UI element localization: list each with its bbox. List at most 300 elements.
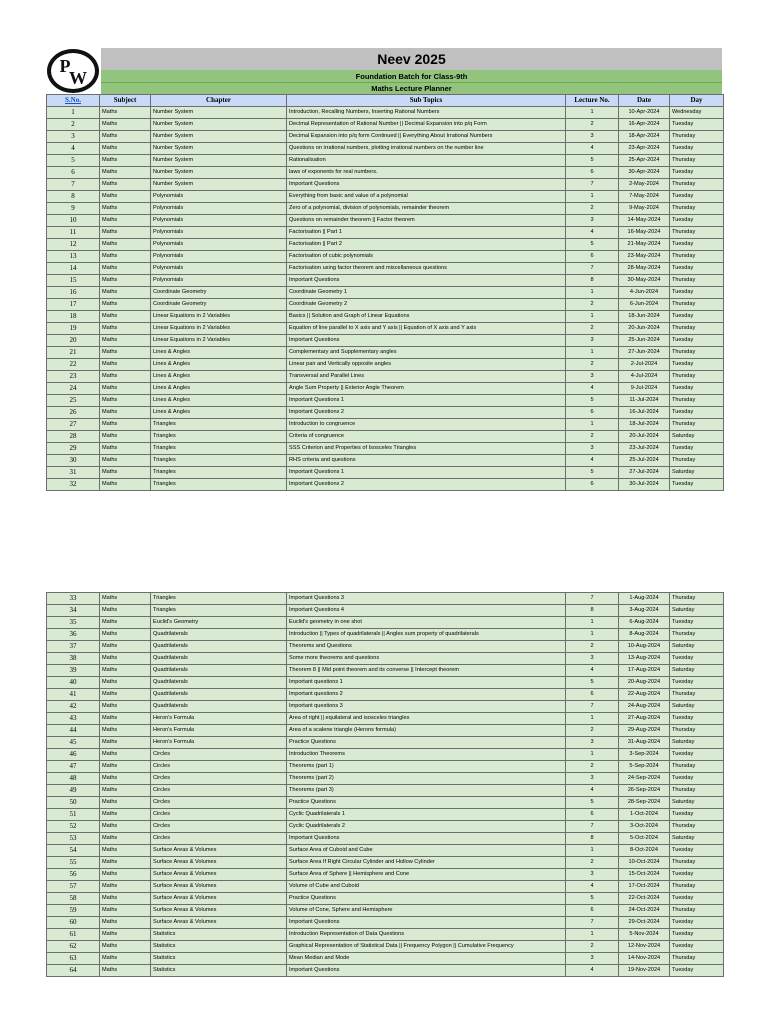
- subject-cell: Maths: [100, 797, 151, 809]
- subtopic-cell: Important Questions: [287, 965, 566, 977]
- subtopic-cell: Theorems and Questions: [287, 641, 566, 653]
- table-row: [47, 677, 724, 689]
- subject-cell: Maths: [100, 593, 151, 605]
- date-cell: 19-Nov-2024: [619, 965, 670, 977]
- chapter-cell: Circles: [151, 821, 287, 833]
- day-cell: Saturday: [670, 467, 724, 479]
- subtopic-cell: Surface Area If Right Circular Cylinder and Hollow Cylinder: [287, 857, 566, 869]
- lecture-no-cell: 6: [566, 905, 619, 917]
- date-cell: 3-Sep-2024: [619, 749, 670, 761]
- table-row: [47, 701, 724, 713]
- table-row: [47, 371, 724, 383]
- table-row: [47, 821, 724, 833]
- date-cell: 14-May-2024: [619, 215, 670, 227]
- sno-cell: 46: [47, 749, 100, 761]
- table-row: [47, 383, 724, 395]
- sno-cell: 24: [47, 383, 100, 395]
- chapter-cell: Circles: [151, 809, 287, 821]
- date-cell: 7-May-2024: [619, 191, 670, 203]
- date-cell: 4-Jun-2024: [619, 287, 670, 299]
- sno-cell: 23: [47, 371, 100, 383]
- sno-cell: 7: [47, 179, 100, 191]
- subject-cell: Maths: [100, 395, 151, 407]
- svg-text:W: W: [69, 68, 87, 88]
- lecture-no-cell: 4: [566, 143, 619, 155]
- lecture-no-cell: 1: [566, 419, 619, 431]
- lecture-no-cell: 2: [566, 857, 619, 869]
- table-row: [47, 263, 724, 275]
- sno-cell: 1: [47, 107, 100, 119]
- table-row: [47, 407, 724, 419]
- date-cell: 23-Jul-2024: [619, 443, 670, 455]
- chapter-cell: Lines & Angles: [151, 371, 287, 383]
- chapter-cell: Number System: [151, 107, 287, 119]
- table-row: [47, 629, 724, 641]
- subtopic-cell: Theorems (part 2): [287, 773, 566, 785]
- lecture-no-cell: 1: [566, 617, 619, 629]
- day-cell: Thursday: [670, 251, 724, 263]
- date-cell: 29-Oct-2024: [619, 917, 670, 929]
- chapter-cell: Circles: [151, 833, 287, 845]
- table-row: [47, 359, 724, 371]
- sno-cell: 35: [47, 617, 100, 629]
- date-cell: 18-Jul-2024: [619, 419, 670, 431]
- chapter-cell: Triangles: [151, 443, 287, 455]
- subject-cell: Maths: [100, 845, 151, 857]
- chapter-cell: Circles: [151, 773, 287, 785]
- chapter-cell: Number System: [151, 143, 287, 155]
- sno-cell: 54: [47, 845, 100, 857]
- day-cell: Saturday: [670, 431, 724, 443]
- chapter-cell: Lines & Angles: [151, 395, 287, 407]
- chapter-cell: Lines & Angles: [151, 383, 287, 395]
- day-cell: Thursday: [670, 785, 724, 797]
- sno-cell: 12: [47, 239, 100, 251]
- sno-cell: 14: [47, 263, 100, 275]
- sno-cell: 48: [47, 773, 100, 785]
- chapter-cell: Statistics: [151, 953, 287, 965]
- table-row: [47, 239, 724, 251]
- day-cell: Thursday: [670, 857, 724, 869]
- table-row: [47, 797, 724, 809]
- date-cell: 30-May-2024: [619, 275, 670, 287]
- subtopic-cell: Euclid's geometry in one shot: [287, 617, 566, 629]
- subject-cell: Maths: [100, 179, 151, 191]
- chapter-cell: Polynomials: [151, 263, 287, 275]
- subtopic-cell: Volume of Cone, Sphere and Hemisphere: [287, 905, 566, 917]
- sno-cell: 4: [47, 143, 100, 155]
- lecture-no-cell: 5: [566, 677, 619, 689]
- sno-cell: 17: [47, 299, 100, 311]
- subtopic-cell: Important Questions 1: [287, 467, 566, 479]
- date-cell: 13-Aug-2024: [619, 653, 670, 665]
- date-cell: 29-Aug-2024: [619, 725, 670, 737]
- page-title: Neev 2025: [101, 48, 722, 70]
- subtopic-cell: Important Questions: [287, 917, 566, 929]
- sno-cell: 22: [47, 359, 100, 371]
- subtopic-cell: Practice Questions: [287, 893, 566, 905]
- date-cell: 17-Aug-2024: [619, 665, 670, 677]
- chapter-cell: Polynomials: [151, 239, 287, 251]
- chapter-cell: Triangles: [151, 419, 287, 431]
- table-row: [47, 749, 724, 761]
- lecture-no-cell: 8: [566, 275, 619, 287]
- subject-cell: Maths: [100, 347, 151, 359]
- chapter-cell: Lines & Angles: [151, 347, 287, 359]
- day-cell: Saturday: [670, 605, 724, 617]
- day-cell: Thursday: [670, 203, 724, 215]
- sno-cell: 18: [47, 311, 100, 323]
- table-row: [47, 143, 724, 155]
- svg-text:P: P: [59, 56, 71, 76]
- subtopic-cell: Theorems (part 1): [287, 761, 566, 773]
- date-cell: 2-Jul-2024: [619, 359, 670, 371]
- date-cell: 23-May-2024: [619, 251, 670, 263]
- table-row: [47, 773, 724, 785]
- subtopic-cell: Practice Questions: [287, 737, 566, 749]
- day-cell: Thursday: [670, 725, 724, 737]
- lecture-no-cell: 4: [566, 881, 619, 893]
- chapter-cell: Linear Equations in 2 Variables: [151, 323, 287, 335]
- day-cell: Tuesday: [670, 809, 724, 821]
- lecture-no-cell: 2: [566, 359, 619, 371]
- chapter-cell: Surface Areas & Volumes: [151, 857, 287, 869]
- sno-cell: 38: [47, 653, 100, 665]
- lecture-no-cell: 7: [566, 179, 619, 191]
- subject-cell: Maths: [100, 311, 151, 323]
- chapter-cell: Heron's Formula: [151, 737, 287, 749]
- subject-cell: Maths: [100, 665, 151, 677]
- subtopic-cell: Introduction Theorems: [287, 749, 566, 761]
- lecture-no-cell: 5: [566, 395, 619, 407]
- date-cell: 5-Sep-2024: [619, 761, 670, 773]
- table-row: [47, 725, 724, 737]
- subtopic-cell: SSS Criterion and Properties of Isosceles Triangles: [287, 443, 566, 455]
- date-cell: 30-Jul-2024: [619, 479, 670, 491]
- lecture-no-cell: 6: [566, 809, 619, 821]
- date-cell: 27-Aug-2024: [619, 713, 670, 725]
- day-cell: Saturday: [670, 797, 724, 809]
- subject-cell: Maths: [100, 251, 151, 263]
- sno-cell: 34: [47, 605, 100, 617]
- day-cell: Thursday: [670, 275, 724, 287]
- date-cell: 16-Jul-2024: [619, 407, 670, 419]
- lecture-no-cell: 1: [566, 929, 619, 941]
- subtopic-cell: Area of right || equilateral and isosceles triangles: [287, 713, 566, 725]
- table-row: [47, 833, 724, 845]
- date-cell: 31-Aug-2024: [619, 737, 670, 749]
- sno-cell: 45: [47, 737, 100, 749]
- chapter-cell: Polynomials: [151, 251, 287, 263]
- table-row: [47, 869, 724, 881]
- subtopic-cell: Complementary and Supplementary angles: [287, 347, 566, 359]
- date-cell: 6-Jun-2024: [619, 299, 670, 311]
- table-row: [47, 593, 724, 605]
- day-cell: Tuesday: [670, 443, 724, 455]
- subject-cell: Maths: [100, 455, 151, 467]
- subject-cell: Maths: [100, 431, 151, 443]
- table-row: [47, 845, 724, 857]
- table-row: [47, 311, 724, 323]
- date-cell: 16-May-2024: [619, 227, 670, 239]
- column-header-day: Day: [670, 95, 724, 107]
- sno-cell: 29: [47, 443, 100, 455]
- lecture-no-cell: 2: [566, 119, 619, 131]
- chapter-cell: Quadrilaterals: [151, 677, 287, 689]
- lecture-no-cell: 3: [566, 737, 619, 749]
- chapter-cell: Coordinate Geometry: [151, 299, 287, 311]
- table-row: [47, 737, 724, 749]
- subject-cell: Maths: [100, 203, 151, 215]
- subtopic-cell: Linear pair and Vertically opposite angles: [287, 359, 566, 371]
- table-row: [47, 287, 724, 299]
- table-row: [47, 857, 724, 869]
- sno-cell: 13: [47, 251, 100, 263]
- table-row: [47, 431, 724, 443]
- date-cell: 23-Apr-2024: [619, 143, 670, 155]
- date-cell: 24-Oct-2024: [619, 905, 670, 917]
- day-cell: Tuesday: [670, 869, 724, 881]
- table-row: [47, 881, 724, 893]
- lecture-no-cell: 3: [566, 869, 619, 881]
- subtopic-cell: Rationalisation: [287, 155, 566, 167]
- day-cell: Tuesday: [670, 359, 724, 371]
- lecture-no-cell: 4: [566, 665, 619, 677]
- chapter-cell: Surface Areas & Volumes: [151, 917, 287, 929]
- subtopic-cell: Important Questions 2: [287, 479, 566, 491]
- table-row: [47, 167, 724, 179]
- subject-cell: Maths: [100, 155, 151, 167]
- subject-cell: Maths: [100, 857, 151, 869]
- lecture-no-cell: 5: [566, 797, 619, 809]
- day-cell: Thursday: [670, 905, 724, 917]
- day-cell: Tuesday: [670, 917, 724, 929]
- sno-cell: 10: [47, 215, 100, 227]
- date-cell: 22-Oct-2024: [619, 893, 670, 905]
- subject-cell: Maths: [100, 287, 151, 299]
- lecture-no-cell: 6: [566, 167, 619, 179]
- day-cell: Tuesday: [670, 215, 724, 227]
- chapter-cell: Number System: [151, 179, 287, 191]
- subtopic-cell: Important Questions 3: [287, 593, 566, 605]
- table-row: [47, 941, 724, 953]
- lecture-no-cell: 4: [566, 455, 619, 467]
- day-cell: Thursday: [670, 395, 724, 407]
- subject-cell: Maths: [100, 821, 151, 833]
- day-cell: Thursday: [670, 131, 724, 143]
- subject-cell: Maths: [100, 689, 151, 701]
- chapter-cell: Triangles: [151, 455, 287, 467]
- chapter-cell: Linear Equations in 2 Variables: [151, 311, 287, 323]
- table-row: [47, 203, 724, 215]
- subtopic-cell: Important Questions: [287, 833, 566, 845]
- subject-cell: Maths: [100, 383, 151, 395]
- subject-cell: Maths: [100, 833, 151, 845]
- sno-cell: 25: [47, 395, 100, 407]
- subject-cell: Maths: [100, 215, 151, 227]
- chapter-cell: Euclid's Geometry: [151, 617, 287, 629]
- lecture-no-cell: 2: [566, 941, 619, 953]
- lecture-no-cell: 2: [566, 641, 619, 653]
- day-cell: Tuesday: [670, 677, 724, 689]
- sno-cell: 50: [47, 797, 100, 809]
- date-cell: 12-Nov-2024: [619, 941, 670, 953]
- subject-cell: Maths: [100, 893, 151, 905]
- table-row: [47, 905, 724, 917]
- date-cell: 2-May-2024: [619, 179, 670, 191]
- chapter-cell: Triangles: [151, 479, 287, 491]
- lecture-no-cell: 7: [566, 263, 619, 275]
- chapter-cell: Quadrilaterals: [151, 701, 287, 713]
- table-row: [47, 155, 724, 167]
- day-cell: Thursday: [670, 323, 724, 335]
- subtopic-cell: Equation of line parallel to X axis and Y axis || Equation of X axis and Y axis: [287, 323, 566, 335]
- table-row: [47, 335, 724, 347]
- subtopic-cell: Coordinate Geometry 2: [287, 299, 566, 311]
- planner-subtitle: Maths Lecture Planner: [101, 82, 722, 94]
- lecture-no-cell: 1: [566, 107, 619, 119]
- sno-cell: 36: [47, 629, 100, 641]
- lecture-no-cell: 3: [566, 653, 619, 665]
- column-header-chapter: Chapter: [151, 95, 287, 107]
- sno-cell: 9: [47, 203, 100, 215]
- date-cell: 28-Sep-2024: [619, 797, 670, 809]
- table-row: [47, 191, 724, 203]
- subject-cell: Maths: [100, 443, 151, 455]
- sno-cell: 64: [47, 965, 100, 977]
- lecture-table-part-2: [46, 592, 724, 977]
- date-cell: 21-May-2024: [619, 239, 670, 251]
- chapter-cell: Surface Areas & Volumes: [151, 881, 287, 893]
- chapter-cell: Statistics: [151, 941, 287, 953]
- day-cell: Thursday: [670, 761, 724, 773]
- subject-cell: Maths: [100, 701, 151, 713]
- table-row: [47, 215, 724, 227]
- sno-cell: 41: [47, 689, 100, 701]
- subject-cell: Maths: [100, 467, 151, 479]
- subject-cell: Maths: [100, 929, 151, 941]
- day-cell: Tuesday: [670, 965, 724, 977]
- chapter-cell: Number System: [151, 155, 287, 167]
- batch-subtitle: Foundation Batch for Class-9th: [101, 70, 722, 82]
- subject-cell: Maths: [100, 605, 151, 617]
- date-cell: 15-Oct-2024: [619, 869, 670, 881]
- table-row: [47, 713, 724, 725]
- date-cell: 20-Jul-2024: [619, 431, 670, 443]
- chapter-cell: Polynomials: [151, 215, 287, 227]
- chapter-cell: Triangles: [151, 467, 287, 479]
- subject-cell: Maths: [100, 263, 151, 275]
- day-cell: Thursday: [670, 953, 724, 965]
- lecture-no-cell: 5: [566, 893, 619, 905]
- date-cell: 24-Sep-2024: [619, 773, 670, 785]
- lecture-no-cell: 1: [566, 749, 619, 761]
- table-row: [47, 275, 724, 287]
- chapter-cell: Polynomials: [151, 227, 287, 239]
- day-cell: Tuesday: [670, 929, 724, 941]
- table-row: [47, 665, 724, 677]
- sno-cell: 55: [47, 857, 100, 869]
- chapter-cell: Number System: [151, 119, 287, 131]
- table-row: [47, 809, 724, 821]
- day-cell: Thursday: [670, 347, 724, 359]
- lecture-no-cell: 3: [566, 773, 619, 785]
- table-row: [47, 893, 724, 905]
- chapter-cell: Polynomials: [151, 275, 287, 287]
- lecture-no-cell: 2: [566, 431, 619, 443]
- subject-cell: Maths: [100, 419, 151, 431]
- chapter-cell: Quadrilaterals: [151, 629, 287, 641]
- subtopic-cell: Introduction, Recalling Numbers, Inserting Rational Numbers: [287, 107, 566, 119]
- sno-cell: 19: [47, 323, 100, 335]
- lecture-no-cell: 3: [566, 443, 619, 455]
- subtopic-cell: Important questions 1: [287, 677, 566, 689]
- chapter-cell: Lines & Angles: [151, 359, 287, 371]
- sno-cell: 53: [47, 833, 100, 845]
- date-cell: 1-Aug-2024: [619, 593, 670, 605]
- sno-cell: 32: [47, 479, 100, 491]
- date-cell: 20-Jun-2024: [619, 323, 670, 335]
- subject-cell: Maths: [100, 371, 151, 383]
- lecture-no-cell: 7: [566, 821, 619, 833]
- day-cell: Thursday: [670, 227, 724, 239]
- lecture-no-cell: 1: [566, 287, 619, 299]
- subtopic-cell: Criteria of congruence: [287, 431, 566, 443]
- subject-cell: Maths: [100, 773, 151, 785]
- column-header-sno[interactable]: S.No.: [47, 95, 100, 107]
- day-cell: Thursday: [670, 155, 724, 167]
- subtopic-cell: Basics || Solution and Graph of Linear Equations: [287, 311, 566, 323]
- sno-cell: 39: [47, 665, 100, 677]
- lecture-no-cell: 6: [566, 479, 619, 491]
- lecture-no-cell: 4: [566, 227, 619, 239]
- table-row: [47, 617, 724, 629]
- day-cell: Thursday: [670, 299, 724, 311]
- lecture-no-cell: 6: [566, 689, 619, 701]
- subtopic-cell: Some more theorems and questions: [287, 653, 566, 665]
- date-cell: 4-Jul-2024: [619, 371, 670, 383]
- day-cell: Saturday: [670, 737, 724, 749]
- chapter-cell: Quadrilaterals: [151, 653, 287, 665]
- column-header-subject: Subject: [100, 95, 151, 107]
- date-cell: 10-Aug-2024: [619, 641, 670, 653]
- subtopic-cell: Mean Median and Mode: [287, 953, 566, 965]
- sno-cell: 58: [47, 893, 100, 905]
- lecture-no-cell: 4: [566, 785, 619, 797]
- lecture-no-cell: 1: [566, 347, 619, 359]
- table-row: [47, 395, 724, 407]
- lecture-no-cell: 3: [566, 215, 619, 227]
- date-cell: 17-Oct-2024: [619, 881, 670, 893]
- date-cell: 3-Oct-2024: [619, 821, 670, 833]
- subject-cell: Maths: [100, 725, 151, 737]
- subtopic-cell: laws of exponents for real numbers.: [287, 167, 566, 179]
- sno-cell: 8: [47, 191, 100, 203]
- day-cell: Thursday: [670, 455, 724, 467]
- subject-cell: Maths: [100, 323, 151, 335]
- subtopic-cell: Decimal Representation of Rational Number || Decimal Expansion into p/q Form: [287, 119, 566, 131]
- chapter-cell: Number System: [151, 131, 287, 143]
- sno-cell: 28: [47, 431, 100, 443]
- subtopic-cell: Important Questions: [287, 275, 566, 287]
- subtopic-cell: Introduction || Types of quadrilaterals || Angles sum property of quadrilaterals: [287, 629, 566, 641]
- day-cell: Tuesday: [670, 617, 724, 629]
- lecture-no-cell: 1: [566, 191, 619, 203]
- day-cell: Tuesday: [670, 383, 724, 395]
- subtopic-cell: Factorisation || Part 1: [287, 227, 566, 239]
- lecture-no-cell: 2: [566, 761, 619, 773]
- date-cell: 24-Aug-2024: [619, 701, 670, 713]
